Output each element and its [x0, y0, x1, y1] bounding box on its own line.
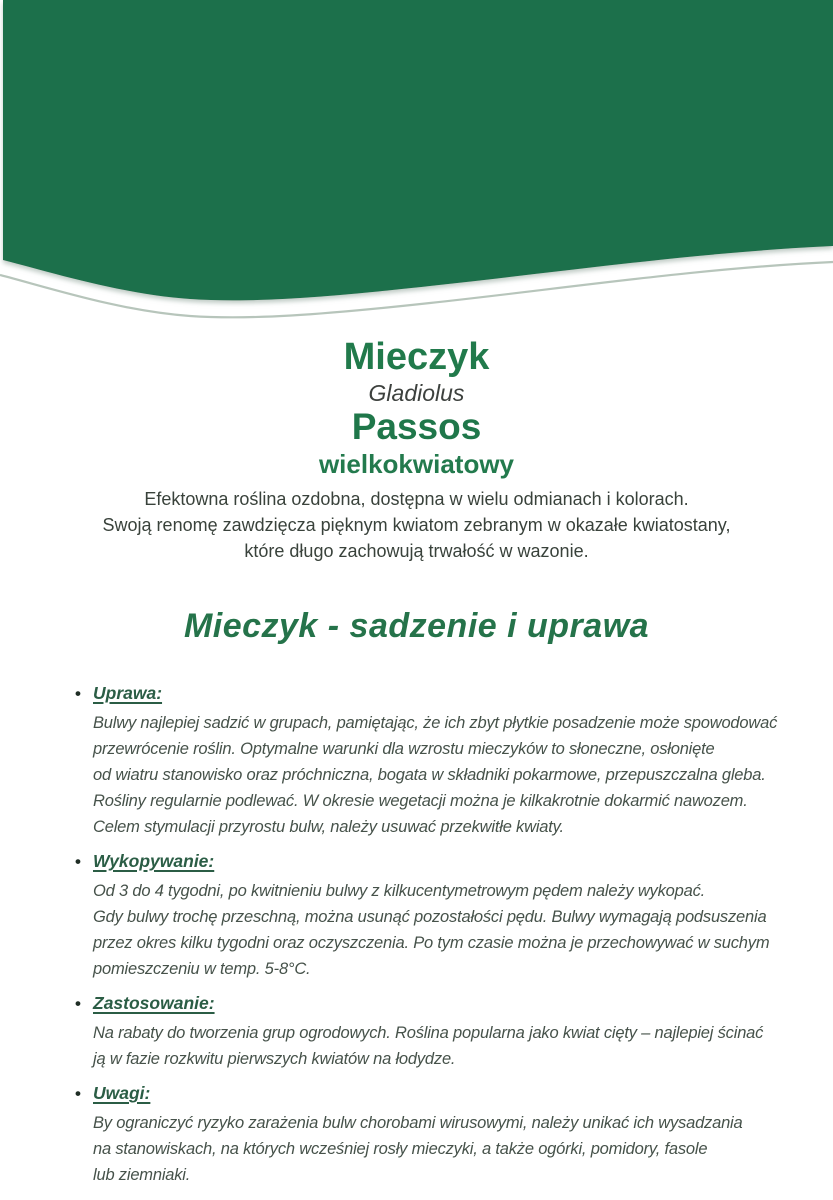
- text-line: Gdy bulwy trochę przeschną, można usunąć pozostałości pędu. Bulwy wymagają podsuszenia: [93, 908, 767, 926]
- section-uprawa: [75, 682, 793, 840]
- text-line: Na rabaty do tworzenia grup ogrodowych. Roślina popularna jako kwiat cięty – najlepiej ścinać: [93, 1024, 764, 1042]
- text-line: Celem stymulacji przyrostu bulw, należy usuwać przekwitłe kwiaty.: [93, 818, 564, 836]
- section-uwagi: [75, 1082, 793, 1188]
- text-line: By ograniczyć ryzyko zarażenia bulw chorobami wirusowymi, należy unikać ich wysadzania: [93, 1114, 743, 1132]
- title-block: [0, 337, 833, 478]
- section-zastosowanie: [75, 992, 793, 1072]
- section-heading-row: [75, 850, 793, 874]
- section-heading: Uprawa:: [93, 683, 163, 703]
- text-line: przewrócenie roślin. Optymalne warunki dla wzrostu mieczyków to słoneczne, osłonięte: [93, 740, 715, 758]
- variety-name: Passos: [351, 406, 482, 447]
- section-body: [75, 878, 793, 982]
- text-line: pomieszczeniu w temp. 5-8°C.: [93, 960, 311, 978]
- intro-line: które długo zachowują trwałość w wazonie.: [244, 541, 589, 561]
- section-heading: Zastosowanie:: [93, 993, 215, 1013]
- section-heading: Wykopywanie:: [93, 851, 215, 871]
- text-line: Rośliny regularnie podlewać. W okresie wegetacji można je kilkakrotnie dokarmić nawozem.: [93, 792, 748, 810]
- section-heading-row: [75, 682, 793, 706]
- plant-latin-name: Gladiolus: [368, 380, 465, 406]
- main-heading: Mieczyk - sadzenie i uprawa: [183, 607, 650, 645]
- text-line: ją w fazie rozkwitu pierwszych kwiatów na łodydze.: [93, 1050, 456, 1068]
- intro-line: Efektowna roślina ozdobna, dostępna w wielu odmianach i kolorach.: [144, 489, 689, 509]
- intro-paragraph: [0, 486, 833, 564]
- section-body: [75, 1020, 793, 1072]
- plant-title: Mieczyk: [343, 336, 490, 378]
- section-heading-row: [75, 992, 793, 1016]
- section-wykopywanie: [75, 850, 793, 982]
- text-line: od wiatru stanowisko oraz próchniczna, bogata w składniki pokarmowe, przepuszczalna gleba.: [93, 766, 766, 784]
- section-body: [75, 1110, 793, 1188]
- intro-line: Swoją renomę zawdzięcza pięknym kwiatom zebranym w okazałe kwiatostany,: [102, 515, 731, 535]
- text-line: lub ziemniaki.: [93, 1166, 191, 1184]
- variety-type: wielkokwiatowy: [318, 449, 515, 479]
- text-line: na stanowiskach, na których wcześniej rosły mieczyki, a także ogórki, pomidory, fasole: [93, 1140, 708, 1158]
- bullet-icon: •: [75, 852, 81, 871]
- bullet-icon: •: [75, 1084, 81, 1103]
- bullet-icon: •: [75, 994, 81, 1013]
- section-heading-row: [75, 1082, 793, 1106]
- care-sections: [75, 682, 793, 1188]
- bullet-icon: •: [75, 684, 81, 703]
- section-heading: Uwagi:: [93, 1083, 151, 1103]
- text-line: przez okres kilku tygodni oraz oczyszczenia. Po tym czasie można je przechowywać w suchym: [93, 934, 770, 952]
- text-line: Bulwy najlepiej sadzić w grupach, pamiętając, że ich zbyt płytkie posadzenie może spowodować: [93, 714, 778, 732]
- text-line: Od 3 do 4 tygodni, po kwitnieniu bulwy z kilkucentymetrowym pędem należy wykopać.: [93, 882, 706, 900]
- section-body: [75, 710, 793, 840]
